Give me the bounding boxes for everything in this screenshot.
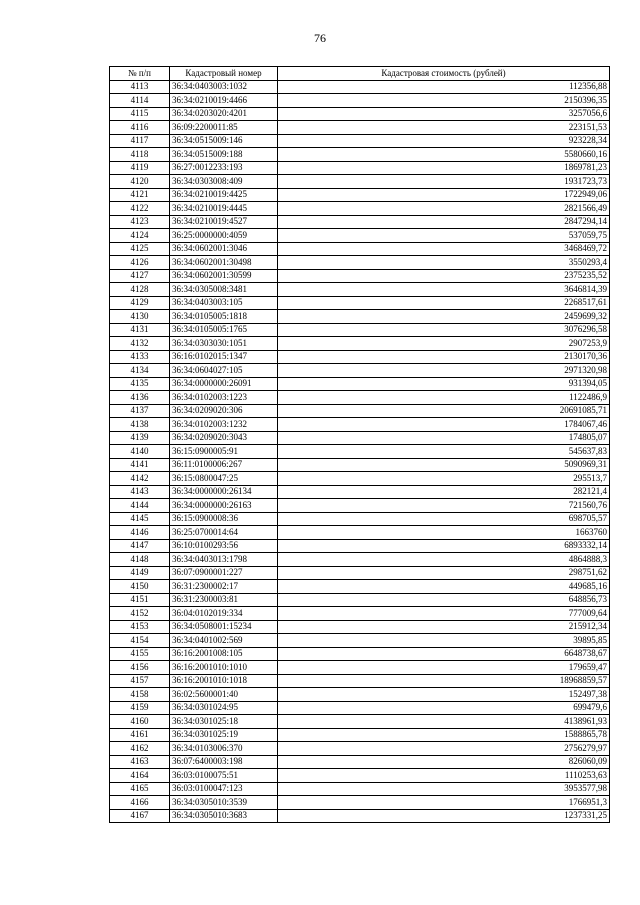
row-number-cell: 4156 (110, 661, 170, 675)
table-row (110, 688, 610, 702)
table-row (110, 485, 610, 499)
cadastral-value-cell: 4864888,3 (278, 553, 610, 567)
row-number-cell: 4137 (110, 404, 170, 418)
cadastral-value-cell: 698705,57 (278, 512, 610, 526)
table-row (110, 134, 610, 148)
row-number-cell: 4142 (110, 472, 170, 486)
cadastral-number-cell: 36:34:0105005:1818 (170, 310, 278, 324)
cadastral-value-cell: 721560,76 (278, 499, 610, 513)
cadastral-value-cell: 3953577,98 (278, 782, 610, 796)
cadastral-number-cell: 36:34:0602001:30599 (170, 269, 278, 283)
cadastral-number-cell: 36:02:5600001:40 (170, 688, 278, 702)
cadastral-value-cell: 3468469,72 (278, 242, 610, 256)
cadastral-value-cell: 1784067,46 (278, 418, 610, 432)
table-row (110, 539, 610, 553)
cadastral-value-cell: 5580660,16 (278, 148, 610, 162)
row-number-cell: 4151 (110, 593, 170, 607)
cadastral-value-cell: 179659,47 (278, 661, 610, 675)
row-number-cell: 4140 (110, 445, 170, 459)
column-header-row-number: № п/п (110, 67, 170, 81)
cadastral-number-cell: 36:34:0209020:3043 (170, 431, 278, 445)
table-row (110, 445, 610, 459)
table-row (110, 148, 610, 162)
row-number-cell: 4154 (110, 634, 170, 648)
cadastral-value-cell: 2821566,49 (278, 202, 610, 216)
cadastral-value-cell: 6893332,14 (278, 539, 610, 553)
table-row (110, 512, 610, 526)
cadastral-number-cell: 36:34:0210019:4466 (170, 94, 278, 108)
cadastral-value-cell: 1237331,25 (278, 809, 610, 823)
cadastral-value-cell: 699479,6 (278, 701, 610, 715)
table-row (110, 229, 610, 243)
table-row (110, 742, 610, 756)
cadastral-number-cell: 36:34:0305010:3683 (170, 809, 278, 823)
cadastral-value-cell: 1869781,23 (278, 161, 610, 175)
cadastral-number-cell: 36:34:0305008:3481 (170, 283, 278, 297)
table-header (110, 67, 610, 81)
row-number-cell: 4115 (110, 107, 170, 121)
table-row (110, 607, 610, 621)
cadastral-value-cell: 3257056,6 (278, 107, 610, 121)
table-row (110, 458, 610, 472)
table-row (110, 418, 610, 432)
row-number-cell: 4121 (110, 188, 170, 202)
cadastral-value-cell: 1722949,06 (278, 188, 610, 202)
table-row (110, 526, 610, 540)
row-number-cell: 4144 (110, 499, 170, 513)
table-row (110, 404, 610, 418)
cadastral-number-cell: 36:34:0102003:1223 (170, 391, 278, 405)
cadastral-number-cell: 36:34:0203020:4201 (170, 107, 278, 121)
table-row (110, 94, 610, 108)
cadastral-number-cell: 36:34:0000000:26134 (170, 485, 278, 499)
table-row (110, 661, 610, 675)
table-row (110, 107, 610, 121)
cadastral-value-cell: 2130170,36 (278, 350, 610, 364)
row-number-cell: 4132 (110, 337, 170, 351)
row-number-cell: 4130 (110, 310, 170, 324)
cadastral-value-cell: 931394,05 (278, 377, 610, 391)
table-row (110, 674, 610, 688)
cadastral-value-cell: 2459699,32 (278, 310, 610, 324)
table-row (110, 620, 610, 634)
cadastral-value-cell: 826060,09 (278, 755, 610, 769)
column-header-cadastral-number: Кадастровый номер (170, 67, 278, 81)
row-number-cell: 4148 (110, 553, 170, 567)
cadastral-value-cell: 282121,4 (278, 485, 610, 499)
row-number-cell: 4150 (110, 580, 170, 594)
cadastral-value-cell: 3076296,58 (278, 323, 610, 337)
table-row (110, 391, 610, 405)
cadastral-value-cell: 215912,34 (278, 620, 610, 634)
row-number-cell: 4120 (110, 175, 170, 189)
cadastral-value-cell: 648856,73 (278, 593, 610, 607)
cadastral-number-cell: 36:34:0301024:95 (170, 701, 278, 715)
cadastral-value-cell: 2756279,97 (278, 742, 610, 756)
row-number-cell: 4139 (110, 431, 170, 445)
table-row (110, 647, 610, 661)
table-row (110, 296, 610, 310)
cadastral-value-cell: 449685,16 (278, 580, 610, 594)
cadastral-value-cell: 1122486,9 (278, 391, 610, 405)
row-number-cell: 4141 (110, 458, 170, 472)
cadastral-number-cell: 36:34:0403003:105 (170, 296, 278, 310)
cadastral-number-cell: 36:34:0210019:4527 (170, 215, 278, 229)
row-number-cell: 4145 (110, 512, 170, 526)
row-number-cell: 4126 (110, 256, 170, 270)
cadastral-value-cell: 2971320,98 (278, 364, 610, 378)
table-row (110, 377, 610, 391)
row-number-cell: 4162 (110, 742, 170, 756)
table-row (110, 715, 610, 729)
cadastral-value-cell: 298751,62 (278, 566, 610, 580)
cadastral-number-cell: 36:34:0602001:3046 (170, 242, 278, 256)
cadastral-number-cell: 36:34:0000000:26163 (170, 499, 278, 513)
row-number-cell: 4161 (110, 728, 170, 742)
cadastral-value-cell: 2907253,9 (278, 337, 610, 351)
cadastral-number-cell: 36:16:0102015:1347 (170, 350, 278, 364)
row-number-cell: 4155 (110, 647, 170, 661)
cadastral-value-cell: 152497,38 (278, 688, 610, 702)
table-row (110, 431, 610, 445)
row-number-cell: 4138 (110, 418, 170, 432)
table-row (110, 472, 610, 486)
table-row (110, 728, 610, 742)
cadastral-number-cell: 36:16:2001010:1010 (170, 661, 278, 675)
row-number-cell: 4133 (110, 350, 170, 364)
cadastral-value-cell: 6648738,67 (278, 647, 610, 661)
table-row (110, 337, 610, 351)
cadastral-value-cell: 18968859,57 (278, 674, 610, 688)
cadastral-number-cell: 36:34:0210019:4425 (170, 188, 278, 202)
table-row (110, 782, 610, 796)
table-row (110, 566, 610, 580)
row-number-cell: 4113 (110, 80, 170, 94)
row-number-cell: 4131 (110, 323, 170, 337)
cadastral-number-cell: 36:03:0100047:123 (170, 782, 278, 796)
cadastral-number-cell: 36:09:2200011:85 (170, 121, 278, 135)
cadastral-value-cell: 923228,34 (278, 134, 610, 148)
cadastral-number-cell: 36:34:0301025:19 (170, 728, 278, 742)
table-row (110, 121, 610, 135)
cadastral-number-cell: 36:25:0700014:64 (170, 526, 278, 540)
row-number-cell: 4134 (110, 364, 170, 378)
cadastral-value-cell: 39895,85 (278, 634, 610, 648)
cadastral-number-cell: 36:34:0303030:1051 (170, 337, 278, 351)
table-row (110, 553, 610, 567)
cadastral-value-cell: 537059,75 (278, 229, 610, 243)
cadastral-value-cell: 777009,64 (278, 607, 610, 621)
cadastral-value-cell: 3550293,4 (278, 256, 610, 270)
row-number-cell: 4136 (110, 391, 170, 405)
table-row (110, 593, 610, 607)
cadastral-number-cell: 36:34:0301025:18 (170, 715, 278, 729)
cadastral-value-cell: 3646814,39 (278, 283, 610, 297)
table-row (110, 701, 610, 715)
cadastral-number-cell: 36:10:0100293:56 (170, 539, 278, 553)
cadastral-number-cell: 36:07:6400003:198 (170, 755, 278, 769)
cadastral-number-cell: 36:25:0000000:4059 (170, 229, 278, 243)
header-row (110, 67, 610, 81)
row-number-cell: 4119 (110, 161, 170, 175)
table-row (110, 323, 610, 337)
cadastral-number-cell: 36:03:0100075:51 (170, 769, 278, 783)
cadastral-number-cell: 36:34:0000000:26091 (170, 377, 278, 391)
table-row (110, 202, 610, 216)
table-row (110, 242, 610, 256)
table-row (110, 175, 610, 189)
row-number-cell: 4160 (110, 715, 170, 729)
cadastral-number-cell: 36:34:0515009:188 (170, 148, 278, 162)
row-number-cell: 4159 (110, 701, 170, 715)
cadastral-value-cell: 174805,07 (278, 431, 610, 445)
table-row (110, 364, 610, 378)
row-number-cell: 4165 (110, 782, 170, 796)
cadastral-number-cell: 36:34:0401002:569 (170, 634, 278, 648)
cadastral-number-cell: 36:34:0403013:1798 (170, 553, 278, 567)
table-row (110, 499, 610, 513)
table-row (110, 161, 610, 175)
cadastral-number-cell: 36:31:2300002:17 (170, 580, 278, 594)
table-row (110, 580, 610, 594)
row-number-cell: 4152 (110, 607, 170, 621)
cadastral-value-cell: 295513,7 (278, 472, 610, 486)
row-number-cell: 4147 (110, 539, 170, 553)
table-row (110, 809, 610, 823)
table-row (110, 634, 610, 648)
cadastral-value-cell: 2268517,61 (278, 296, 610, 310)
row-number-cell: 4143 (110, 485, 170, 499)
table-body (110, 80, 610, 823)
row-number-cell: 4166 (110, 796, 170, 810)
table-row (110, 283, 610, 297)
table-row (110, 310, 610, 324)
cadastral-number-cell: 36:34:0602001:30498 (170, 256, 278, 270)
page-number: 76 (314, 31, 326, 45)
cadastral-value-cell: 2847294,14 (278, 215, 610, 229)
row-number-cell: 4158 (110, 688, 170, 702)
cadastral-number-cell: 36:34:0303008:409 (170, 175, 278, 189)
row-number-cell: 4124 (110, 229, 170, 243)
cadastral-value-cell: 1663760 (278, 526, 610, 540)
cadastral-number-cell: 36:34:0102003:1232 (170, 418, 278, 432)
cadastral-value-cell: 223151,53 (278, 121, 610, 135)
cadastral-value-cell: 1110253,63 (278, 769, 610, 783)
cadastral-number-cell: 36:31:2300003:81 (170, 593, 278, 607)
table-row (110, 188, 610, 202)
table-row (110, 215, 610, 229)
table-row (110, 256, 610, 270)
row-number-cell: 4129 (110, 296, 170, 310)
cadastral-number-cell: 36:34:0210019:4445 (170, 202, 278, 216)
row-number-cell: 4127 (110, 269, 170, 283)
cadastral-number-cell: 36:15:0900008:36 (170, 512, 278, 526)
table-row (110, 269, 610, 283)
cadastral-number-cell: 36:15:0900005:91 (170, 445, 278, 459)
cadastral-number-cell: 36:15:0800047:25 (170, 472, 278, 486)
row-number-cell: 4128 (110, 283, 170, 297)
row-number-cell: 4122 (110, 202, 170, 216)
row-number-cell: 4125 (110, 242, 170, 256)
table-row (110, 796, 610, 810)
cadastral-number-cell: 36:16:2001008:105 (170, 647, 278, 661)
cadastral-value-cell: 1766951,3 (278, 796, 610, 810)
cadastral-number-cell: 36:27:0012233:193 (170, 161, 278, 175)
cadastral-value-cell: 5090969,31 (278, 458, 610, 472)
cadastral-number-cell: 36:34:0508001:15234 (170, 620, 278, 634)
cadastral-number-cell: 36:34:0209020:306 (170, 404, 278, 418)
cadastral-value-cell: 545637,83 (278, 445, 610, 459)
row-number-cell: 4116 (110, 121, 170, 135)
row-number-cell: 4114 (110, 94, 170, 108)
row-number-cell: 4167 (110, 809, 170, 823)
cadastral-value-cell: 112356,88 (278, 80, 610, 94)
cadastral-number-cell: 36:11:0100006:267 (170, 458, 278, 472)
cadastral-value-cell: 4138961,93 (278, 715, 610, 729)
cadastral-number-cell: 36:04:0102019:334 (170, 607, 278, 621)
table-row (110, 769, 610, 783)
row-number-cell: 4153 (110, 620, 170, 634)
row-number-cell: 4135 (110, 377, 170, 391)
cadastral-value-cell: 20691085,71 (278, 404, 610, 418)
table-row (110, 755, 610, 769)
row-number-cell: 4163 (110, 755, 170, 769)
row-number-cell: 4146 (110, 526, 170, 540)
column-header-cadastral-value: Кадастровая стоимость (рублей) (278, 67, 610, 81)
row-number-cell: 4117 (110, 134, 170, 148)
cadastral-value-cell: 1931723,73 (278, 175, 610, 189)
cadastral-value-cell: 2150396,35 (278, 94, 610, 108)
row-number-cell: 4157 (110, 674, 170, 688)
cadastral-number-cell: 36:34:0403003:1032 (170, 80, 278, 94)
cadastral-number-cell: 36:16:2001010:1018 (170, 674, 278, 688)
cadastral-number-cell: 36:34:0305010:3539 (170, 796, 278, 810)
cadastral-value-table (109, 66, 610, 823)
row-number-cell: 4118 (110, 148, 170, 162)
cadastral-number-cell: 36:34:0515009:146 (170, 134, 278, 148)
table-row (110, 80, 610, 94)
cadastral-number-cell: 36:34:0105005:1765 (170, 323, 278, 337)
cadastral-value-cell: 1588865,78 (278, 728, 610, 742)
table-row (110, 350, 610, 364)
cadastral-number-cell: 36:34:0604027:105 (170, 364, 278, 378)
row-number-cell: 4149 (110, 566, 170, 580)
row-number-cell: 4123 (110, 215, 170, 229)
cadastral-number-cell: 36:07:0900001:227 (170, 566, 278, 580)
row-number-cell: 4164 (110, 769, 170, 783)
cadastral-value-cell: 2375235,52 (278, 269, 610, 283)
cadastral-number-cell: 36:34:0103006:370 (170, 742, 278, 756)
